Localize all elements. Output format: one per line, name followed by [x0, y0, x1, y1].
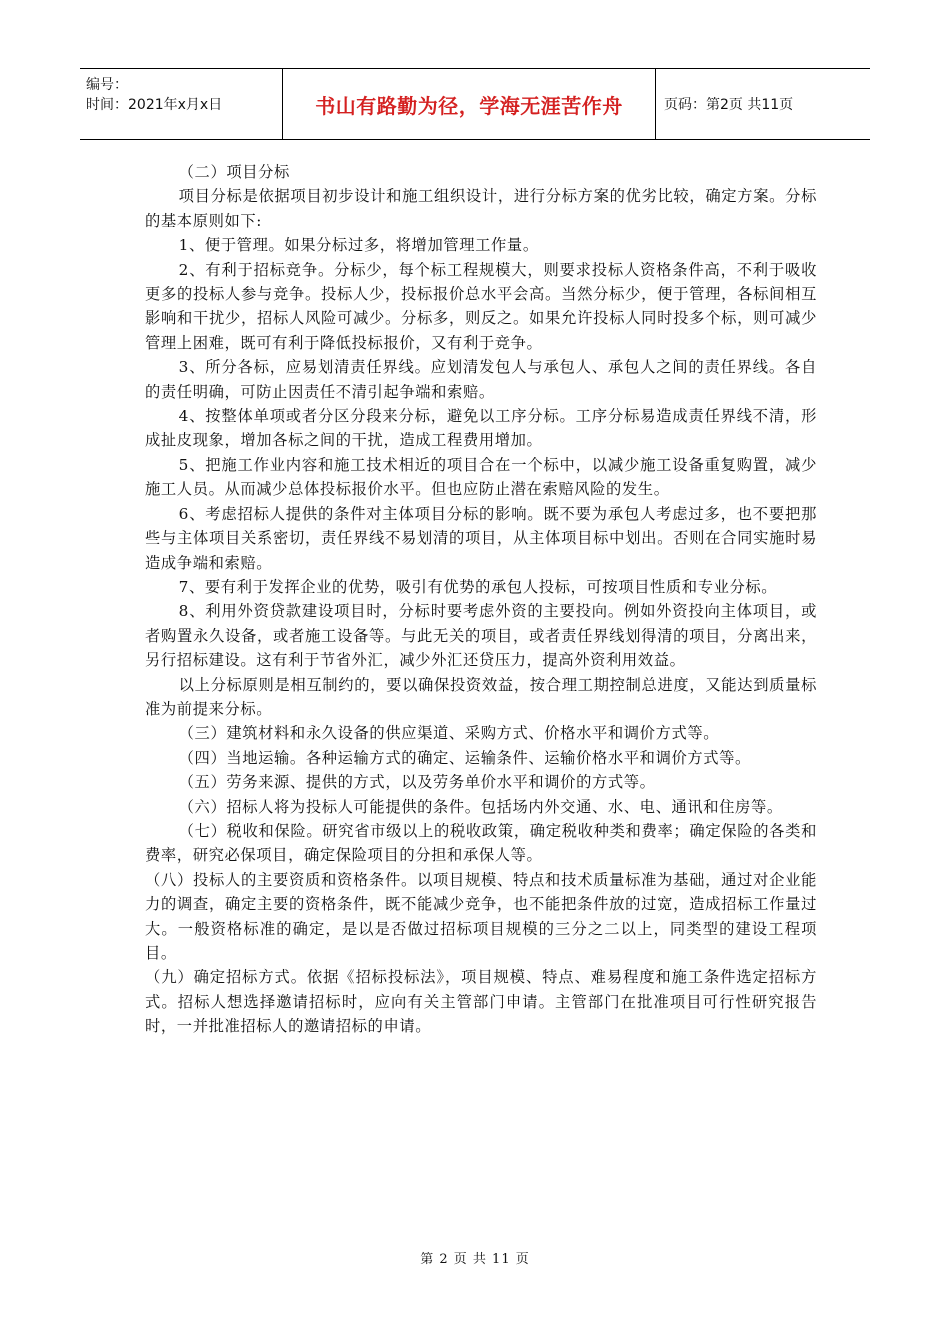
paragraph: （七）税收和保险。研究省市级以上的税收政策，确定税收种类和费率；确定保险的各类和费率，研究必保项目，确定保险项目的分担和承保人等。 [145, 821, 817, 865]
paragraph: 8、利用外资贷款建设项目时，分标时要考虑外资的主要投向。例如外资投向主体项目，或者购置永久设备，或者施工设备等。与此无关的项目，或者责任界线划得清的项目，分离出来，另行招标建设。这有利于节省外汇，减少外汇还贷压力，提高外资利用效益。 [145, 602, 817, 670]
paragraph: 以上分标原则是相互制约的，要以确保投资效益，按合理工期控制总进度，又能达到质量标准为前提来分标。 [145, 675, 817, 718]
paragraph: 3、所分各标，应易划清责任界线。应划清发包人与承包人、承包人之间的责任界线。各自的责任明确，可防止因责任不清引起争端和索赔。 [145, 358, 817, 401]
paragraph: 1、便于管理。如果分标过多，将增加管理工作量。 [178, 236, 539, 255]
header-meta [80, 69, 282, 139]
paragraph: 4、按整体单项或者分区分段来分标，避免以工序分标。工序分标易造成责任界线不清，形成扯皮现象，增加各标之间的干扰，造成工程费用增加。 [145, 407, 817, 450]
paragraph: （六）招标人将为投标人可能提供的条件。包括场内外交通、水、电、通讯和住房等。 [178, 797, 783, 816]
paragraph: 7、要有利于发挥企业的优势，吸引有优势的承包人投标，可按项目性质和专业分标。 [178, 577, 778, 596]
paragraph: 项目分标是依据项目初步设计和施工组织设计，进行分标方案的优劣比较，确定方案。分标的基本原则如下: [145, 187, 817, 230]
page-footer: 第 2 页 共 11 页 [420, 1252, 530, 1267]
document-number-label: 编号： [86, 77, 128, 93]
header-motto: 书山有路勤为径，学海无涯苦作舟 [282, 69, 656, 139]
header-page-info: 页码：第2页 共11页 [664, 97, 794, 113]
document-body [145, 160, 817, 1039]
paragraph: （九）确定招标方式。依据《招标投标法》，项目规模、特点、难易程度和施工条件选定招标方式。招标人想选择邀请招标时，应向有关主管部门申请。主管部门在批准项目可行性研究报告时，一并批准招标人的邀请招标的申请。 [145, 968, 817, 1036]
paragraph: （四）当地运输。各种运输方式的确定、运输条件、运输价格水平和调价方式等。 [178, 748, 751, 767]
paragraph: （二）项目分标 [178, 163, 290, 181]
paragraph: 6、考虑招标人提供的条件对主体项目分标的影响。既不要为承包人考虑过多，也不要把那些与主体项目关系密切，责任界线不易划清的项目，从主体项目标中划出。否则在合同实施时易造成争端和索赔。 [145, 504, 817, 572]
page-header [80, 68, 870, 140]
paragraph: 5、把施工作业内容和施工技术相近的项目合在一个标中，以减少施工设备重复购置，减少施工人员。从而减少总体投标报价水平。但也应防止潜在索赔风险的发生。 [145, 455, 817, 499]
document-date: 时间：2021年x月x日 [86, 97, 223, 113]
paragraph: （五）劳务来源、提供的方式，以及劳务单价水平和调价的方式等。 [178, 773, 656, 792]
paragraph: （三）建筑材料和永久设备的供应渠道、采购方式、价格水平和调价方式等。 [178, 724, 720, 743]
paragraph: （八）投标人的主要资质和资格条件。以项目规模、特点和技术质量标准为基础，通过对企业能力的调查，确定主要的资格条件，既不能减少竞争，也不能把条件放的过宽，造成招标工作量过大。一般资格标准的确定，是以是否做过招标项目规模的三分之二以上，同类型的建设工程项目。 [145, 870, 817, 962]
paragraph: 2、有利于招标竞争。分标少，每个标工程规模大，则要求投标人资格条件高，不利于吸收更多的投标人参与竞争。投标人少，投标报价总水平会高。当然分标少，便于管理，各标间相互影响和干扰少，招标人风险可减少。分标多，则反之。如果允许投标人同时投多个标，则可减少管理上困难，既可有利于降低投标报价，又有利于竞争。 [145, 260, 817, 352]
